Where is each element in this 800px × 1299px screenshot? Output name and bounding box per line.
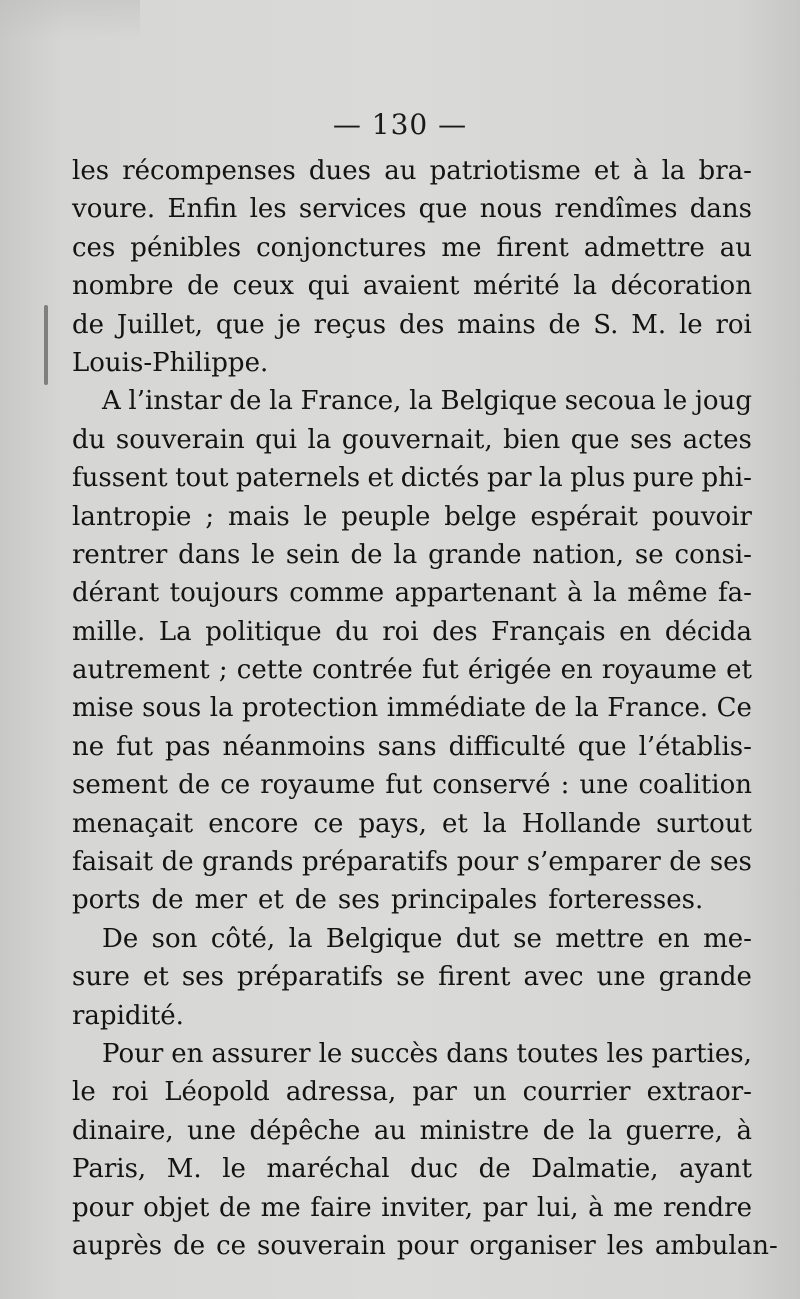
text-line: les récompenses dues au patriotisme et à la bra- <box>72 156 752 186</box>
text-line: sement de ce royaume fut conservé : une coalition <box>72 770 752 801</box>
text-line: nombre de ceux qui avaient mérité la décoration <box>72 271 752 302</box>
text-line: autrement ; cette contrée fut érigée en royaume et <box>72 655 752 686</box>
text-line: rapidité. <box>72 1000 184 1031</box>
text-line: Paris, M. le maréchal duc de Dalmatie, ayant <box>72 1154 752 1185</box>
scan-smudge <box>0 0 140 40</box>
text-line: De son côté, la Belgique dut se mettre en me- <box>102 923 752 954</box>
text-line: voure. Enfin les services que nous rendîmes dans <box>72 194 752 225</box>
text-line: Louis-Philippe. <box>72 347 269 378</box>
text-line: le roi Léopold adressa, par un courrier extraor- <box>72 1077 752 1108</box>
text-line: Pour en assurer le succès dans toutes les parties, <box>102 1038 752 1069</box>
text-line: rentrer dans le sein de la grande nation, se consi- <box>72 539 752 570</box>
text-line: ces pénibles conjonctures me firent admettre au <box>72 232 752 263</box>
text-line: du souverain qui la gouvernait, bien que ses actes <box>72 424 752 455</box>
text-line: dinaire, une dépêche au ministre de la guerre, à <box>72 1115 752 1146</box>
text-line: mise sous la protection immédiate de la France. Ce <box>72 693 752 724</box>
body-text <box>72 152 778 1265</box>
text-line: faisait de grands préparatifs pour s’emparer de ses <box>72 847 752 878</box>
text-line: mille. La politique du roi des Français en décida <box>72 616 752 647</box>
text-line: menaçait encore ce pays, et la Hollande surtout <box>72 808 752 839</box>
margin-mark <box>44 305 48 385</box>
text-line: dérant toujours comme appartenant à la même fa- <box>72 578 752 609</box>
text-line: auprès de ce souverain pour organiser les ambulan- <box>72 1230 778 1261</box>
page-number: — 130 — <box>332 108 468 141</box>
text-line: ports de mer et de ses principales forteresses. <box>72 885 704 916</box>
text-line: de Juillet, que je reçus des mains de S. M. le roi <box>72 309 752 340</box>
text-line: fussent tout paternels et dictés par la plus pure phi- <box>72 463 752 494</box>
text-line: pour objet de me faire inviter, par lui, à me rendre <box>72 1192 752 1223</box>
text-line: ne fut pas néanmoins sans difficulté que l’établis- <box>72 731 752 762</box>
text-line: sure et ses préparatifs se firent avec une grande <box>72 962 752 993</box>
text-line: lantropie ; mais le peuple belge espérait pouvoir <box>72 501 752 532</box>
text-line: A l’instar de la France, la Belgique secoua le joug <box>102 386 752 417</box>
